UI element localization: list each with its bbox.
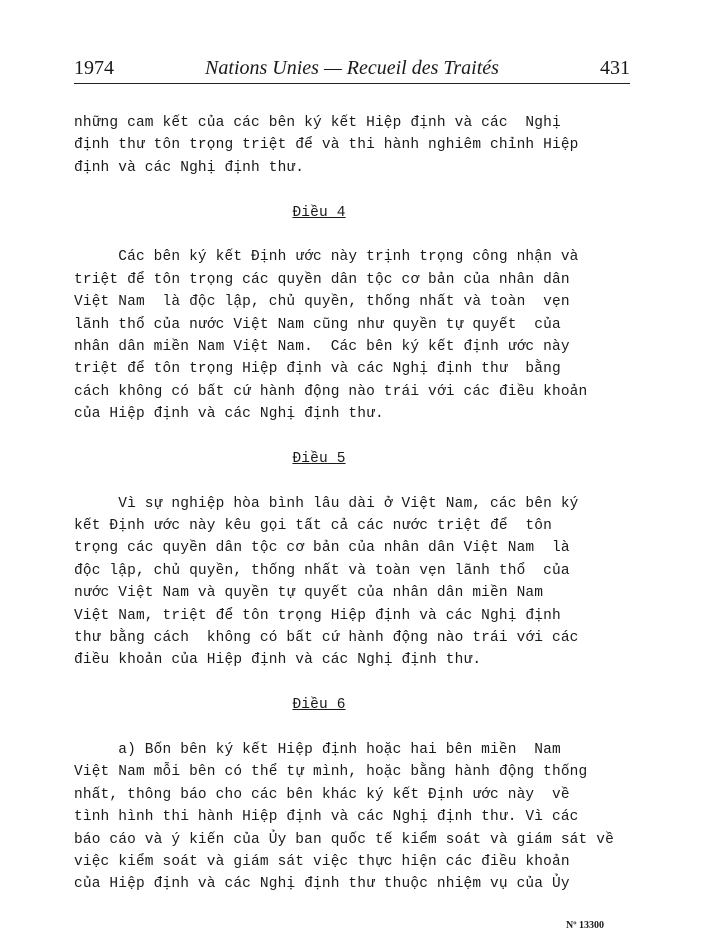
text-line: tình hình thi hành Hiệp định và các Nghị định thư. Vì các xyxy=(74,809,579,826)
text-line: của Hiệp định và các Nghị định thư thuộc nhiệm vụ của Ủy xyxy=(74,876,570,893)
text-line: việc kiểm soát và giám sát việc thực hiện các điều khoản xyxy=(74,853,570,870)
article-4-paragraph xyxy=(74,246,654,425)
text-line: nhất, thông báo cho các bên khác ký kết Định ước này về xyxy=(74,786,570,803)
article-5-paragraph xyxy=(74,493,654,672)
text-line: cách không có bất cứ hành động nào trái với các điều khoản xyxy=(74,383,588,400)
running-header xyxy=(74,55,630,84)
text-line: nước Việt Nam và quyền tự quyết của nhân dân miền Nam xyxy=(74,585,544,602)
text-line: Việt Nam, triệt để tôn trọng Hiệp định và các Nghị định xyxy=(74,607,561,624)
header-page-number: 431 xyxy=(600,57,630,79)
text-line: nhân dân miền Nam Việt Nam. Các bên ký kết định ước này xyxy=(74,338,570,355)
header-year: 1974 xyxy=(74,57,114,79)
text-line: định và các Nghị định thư. xyxy=(74,159,305,176)
text-line: Vì sự nghiệp hòa bình lâu dài ở Việt Nam, các bên ký xyxy=(74,495,579,512)
text-line: Các bên ký kết Định ước này trịnh trọng công nhận và xyxy=(74,249,579,266)
text-line: kết Định ước này kêu gọi tất cả các nước triệt để tôn xyxy=(74,518,552,535)
text-line: điều khoản của Hiệp định và các Nghị định thư. xyxy=(74,652,482,669)
text-line: Việt Nam là độc lập, chủ quyền, thống nhất và toàn vẹn xyxy=(74,294,570,311)
article-6-heading: Điều 6 xyxy=(292,697,346,714)
article-5-heading: Điều 5 xyxy=(292,450,346,467)
text-line: của Hiệp định và các Nghị định thư. xyxy=(74,406,384,423)
text-line: triệt để tôn trọng các quyền dân tộc cơ bản của nhân dân xyxy=(74,271,570,288)
text-line: a) Bốn bên ký kết Hiệp định hoặc hai bên miền Nam xyxy=(74,741,561,758)
text-line: lãnh thổ của nước Việt Nam cũng như quyền tự quyết của xyxy=(74,316,561,333)
footer-document-number: Nº 13300 xyxy=(566,920,605,931)
text-line: thư bằng cách không có bất cứ hành động nào trái với các xyxy=(74,629,579,646)
intro-paragraph xyxy=(74,112,654,179)
text-line: báo cáo và ý kiến của Ủy ban quốc tế kiểm soát và giám sát về xyxy=(74,831,614,848)
text-line: Việt Nam mỗi bên có thể tự mình, hoặc bằng hành động thống xyxy=(74,764,588,781)
text-line: định thư tôn trọng triệt để và thi hành nghiêm chỉnh Hiệp xyxy=(74,137,579,154)
text-line: những cam kết của các bên ký kết Hiệp định và các Nghị xyxy=(74,115,561,131)
header-title: Nations Unies — Recueil des Traités xyxy=(205,57,499,79)
article-4-heading: Điều 4 xyxy=(292,204,346,221)
document-body xyxy=(74,112,654,896)
text-line: độc lập, chủ quyền, thống nhất và toàn vẹn lãnh thổ của xyxy=(74,562,570,579)
text-line: triệt để tôn trọng Hiệp định và các Nghị định thư bằng xyxy=(74,361,561,378)
text-line: trọng các quyền dân tộc cơ bản của nhân dân Việt Nam là xyxy=(74,540,570,557)
article-6-paragraph xyxy=(74,739,654,896)
